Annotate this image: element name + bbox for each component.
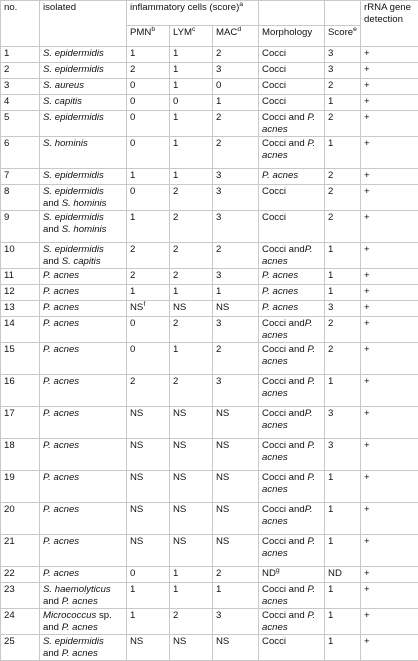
cell-rrna: + <box>361 169 418 185</box>
cell-pmn: 0 <box>127 95 170 111</box>
cell-no: 25 <box>1 635 40 661</box>
cell-morphology: $ND^g$ <box>259 567 325 583</box>
cell-lym: 0 <box>170 95 213 111</box>
cell-isolated: P. acnes <box>40 535 127 567</box>
cell-no: 1 <box>1 47 40 63</box>
cell-score: 1 <box>325 95 361 111</box>
cell-lym: 1 <box>170 583 213 609</box>
cell-score: 1 <box>325 471 361 503</box>
cell-no: 2 <box>1 63 40 79</box>
cell-isolated: S. epidermidis and S. hominis <box>40 185 127 211</box>
cell-lym: NS <box>170 439 213 471</box>
cell-lym: 1 <box>170 63 213 79</box>
cell-lym: 1 <box>170 111 213 137</box>
cell-isolated: S. hominis <box>40 137 127 169</box>
cell-rrna: + <box>361 243 418 269</box>
cell-morphology: P. acnes <box>259 269 325 285</box>
cell-mac: 3 <box>213 63 259 79</box>
cell-pmn: NS <box>127 471 170 503</box>
table-row <box>1 583 418 609</box>
cell-score: 2 <box>325 211 361 243</box>
cell-mac: NS <box>213 471 259 503</box>
cell-score: 2 <box>325 169 361 185</box>
cell-morphology: Cocci and P. acnes <box>259 535 325 567</box>
cell-pmn: 0 <box>127 185 170 211</box>
table-row <box>1 471 418 503</box>
cell-morphology: Cocci andP. acnes <box>259 317 325 343</box>
cell-no: 20 <box>1 503 40 535</box>
table-row <box>1 407 418 439</box>
cell-score: 1 <box>325 375 361 407</box>
cell-score: 1 <box>325 269 361 285</box>
col-header-inflammatory: inflammatory cells (score)$^a$ <box>127 1 259 26</box>
cell-rrna: + <box>361 269 418 285</box>
cell-isolated: P. acnes <box>40 407 127 439</box>
cell-mac: 2 <box>213 111 259 137</box>
cell-morphology: Cocci and P. acnes <box>259 439 325 471</box>
cell-rrna: + <box>361 95 418 111</box>
table-row <box>1 137 418 169</box>
cell-morphology: Cocci <box>259 95 325 111</box>
cell-rrna: + <box>361 185 418 211</box>
cell-isolated: P. acnes <box>40 301 127 317</box>
cell-isolated: S. epidermidis <box>40 111 127 137</box>
cell-rrna: + <box>361 503 418 535</box>
cell-score: ND <box>325 567 361 583</box>
cell-pmn: 1 <box>127 211 170 243</box>
cell-mac: NS <box>213 503 259 535</box>
table-row <box>1 317 418 343</box>
cell-rrna: + <box>361 211 418 243</box>
cell-pmn: $NS^f$ <box>127 301 170 317</box>
col-header-rrna: rRNA gene detection <box>361 1 418 47</box>
cell-pmn: NS <box>127 535 170 567</box>
cell-score: 1 <box>325 583 361 609</box>
cell-morphology: Cocci andP. acnes <box>259 407 325 439</box>
cell-score: 3 <box>325 47 361 63</box>
cell-isolated: P. acnes <box>40 269 127 285</box>
cell-rrna: + <box>361 635 418 661</box>
table-row <box>1 375 418 407</box>
cell-pmn: 2 <box>127 63 170 79</box>
cell-score: 3 <box>325 301 361 317</box>
cell-mac: 1 <box>213 583 259 609</box>
cell-rrna: + <box>361 583 418 609</box>
cell-isolated: P. acnes <box>40 567 127 583</box>
cell-mac: 2 <box>213 343 259 375</box>
table-row <box>1 79 418 95</box>
cell-score: 2 <box>325 111 361 137</box>
cell-isolated: S. haemolyticus and P. acnes <box>40 583 127 609</box>
cell-morphology: Cocci <box>259 47 325 63</box>
cell-isolated: P. acnes <box>40 375 127 407</box>
cell-isolated: P. acnes <box>40 471 127 503</box>
cell-pmn: 0 <box>127 317 170 343</box>
cell-rrna: + <box>361 609 418 635</box>
cell-rrna: + <box>361 63 418 79</box>
cell-morphology: Cocci and P. acnes <box>259 471 325 503</box>
cell-mac: NS <box>213 635 259 661</box>
col-header-pmn: PMN$^b$ <box>127 26 170 47</box>
cell-no: 13 <box>1 301 40 317</box>
cell-lym: 2 <box>170 243 213 269</box>
cell-lym: 2 <box>170 185 213 211</box>
cell-isolated: S. capitis <box>40 95 127 111</box>
cell-morphology: P. acnes <box>259 169 325 185</box>
cell-pmn: NS <box>127 439 170 471</box>
table-row <box>1 95 418 111</box>
cell-isolated: Micrococcus sp. and P. acnes <box>40 609 127 635</box>
cell-rrna: + <box>361 567 418 583</box>
cell-rrna: + <box>361 285 418 301</box>
cell-morphology: P. acnes <box>259 285 325 301</box>
cell-morphology: Cocci <box>259 211 325 243</box>
cell-lym: 2 <box>170 375 213 407</box>
cell-lym: 2 <box>170 609 213 635</box>
cell-rrna: + <box>361 79 418 95</box>
cell-no: 5 <box>1 111 40 137</box>
cell-score: 3 <box>325 407 361 439</box>
cell-morphology: Cocci and P. acnes <box>259 583 325 609</box>
cell-score: 1 <box>325 635 361 661</box>
cell-pmn: 0 <box>127 111 170 137</box>
cell-pmn: 1 <box>127 285 170 301</box>
cell-score: 2 <box>325 317 361 343</box>
cell-morphology: Cocci and P. acnes <box>259 343 325 375</box>
table-row <box>1 47 418 63</box>
cell-lym: NS <box>170 535 213 567</box>
cell-rrna: + <box>361 317 418 343</box>
cell-pmn: NS <box>127 407 170 439</box>
cell-isolated: P. acnes <box>40 317 127 343</box>
cell-no: 4 <box>1 95 40 111</box>
cell-pmn: 0 <box>127 79 170 95</box>
cell-mac: 0 <box>213 79 259 95</box>
cell-no: 12 <box>1 285 40 301</box>
cell-rrna: + <box>361 343 418 375</box>
cell-rrna: + <box>361 111 418 137</box>
cell-lym: 1 <box>170 343 213 375</box>
cell-lym: 1 <box>170 79 213 95</box>
cell-rrna: + <box>361 47 418 63</box>
cell-mac: 2 <box>213 47 259 63</box>
cell-isolated: P. acnes <box>40 343 127 375</box>
cell-isolated: S. epidermidis <box>40 63 127 79</box>
cell-pmn: 0 <box>127 137 170 169</box>
cell-mac: 1 <box>213 285 259 301</box>
table-row <box>1 243 418 269</box>
cell-no: 23 <box>1 583 40 609</box>
cell-mac: 3 <box>213 317 259 343</box>
cell-mac: NS <box>213 301 259 317</box>
cell-pmn: NS <box>127 635 170 661</box>
cell-no: 3 <box>1 79 40 95</box>
cell-no: 10 <box>1 243 40 269</box>
cell-pmn: 0 <box>127 343 170 375</box>
cell-lym: 1 <box>170 47 213 63</box>
col-header-morphology: Morphology <box>259 26 325 47</box>
cell-morphology: Cocci <box>259 63 325 79</box>
cell-no: 24 <box>1 609 40 635</box>
col-header-lym: LYM$^c$ <box>170 26 213 47</box>
cell-mac: 3 <box>213 375 259 407</box>
cell-isolated: S. epidermidis <box>40 169 127 185</box>
cell-pmn: 0 <box>127 567 170 583</box>
cell-lym: NS <box>170 301 213 317</box>
cell-no: 7 <box>1 169 40 185</box>
table-row <box>1 635 418 661</box>
cell-morphology: Cocci andP. acnes <box>259 243 325 269</box>
table-row <box>1 567 418 583</box>
table-row <box>1 169 418 185</box>
cell-pmn: 2 <box>127 243 170 269</box>
cell-rrna: + <box>361 137 418 169</box>
cell-morphology: Cocci and P. acnes <box>259 137 325 169</box>
table-row <box>1 503 418 535</box>
cell-lym: 1 <box>170 567 213 583</box>
table-row <box>1 439 418 471</box>
cell-isolated: S. epidermidis and S. hominis <box>40 211 127 243</box>
cell-no: 19 <box>1 471 40 503</box>
cell-mac: 3 <box>213 211 259 243</box>
cell-no: 17 <box>1 407 40 439</box>
cell-morphology: Cocci <box>259 185 325 211</box>
cell-score: 3 <box>325 439 361 471</box>
cell-mac: NS <box>213 407 259 439</box>
table-row <box>1 535 418 567</box>
cell-score: 1 <box>325 535 361 567</box>
cell-morphology: P. acnes <box>259 301 325 317</box>
table-body <box>1 47 418 661</box>
col-header-isolated: isolated <box>40 1 127 47</box>
cell-score: 1 <box>325 243 361 269</box>
cell-isolated: S. epidermidis <box>40 47 127 63</box>
cell-no: 21 <box>1 535 40 567</box>
cell-pmn: 1 <box>127 583 170 609</box>
cell-lym: 2 <box>170 269 213 285</box>
cell-morphology: Cocci and P. acnes <box>259 111 325 137</box>
table-row <box>1 269 418 285</box>
cell-pmn: 1 <box>127 47 170 63</box>
cell-mac: 3 <box>213 269 259 285</box>
cell-no: 22 <box>1 567 40 583</box>
cell-pmn: 1 <box>127 609 170 635</box>
cell-mac: 3 <box>213 185 259 211</box>
cell-morphology: Cocci andP. acnes <box>259 503 325 535</box>
cell-no: 15 <box>1 343 40 375</box>
table-row <box>1 185 418 211</box>
cell-rrna: + <box>361 375 418 407</box>
cell-score: 3 <box>325 63 361 79</box>
table-row <box>1 301 418 317</box>
cell-mac: 3 <box>213 609 259 635</box>
cell-mac: 1 <box>213 95 259 111</box>
cell-lym: NS <box>170 635 213 661</box>
col-header-morph-top <box>259 1 325 26</box>
cell-no: 14 <box>1 317 40 343</box>
cell-morphology: Cocci and P. acnes <box>259 609 325 635</box>
cell-rrna: + <box>361 407 418 439</box>
col-header-score: Score$^e$ <box>325 26 361 47</box>
cell-mac: NS <box>213 535 259 567</box>
cell-lym: 1 <box>170 137 213 169</box>
cell-isolated: P. acnes <box>40 439 127 471</box>
cell-score: 2 <box>325 343 361 375</box>
cell-no: 8 <box>1 185 40 211</box>
cell-mac: 3 <box>213 169 259 185</box>
cell-score: 1 <box>325 285 361 301</box>
table-row <box>1 609 418 635</box>
cell-no: 6 <box>1 137 40 169</box>
cell-rrna: + <box>361 535 418 567</box>
cell-score: 1 <box>325 137 361 169</box>
cell-lym: 1 <box>170 169 213 185</box>
cell-score: 2 <box>325 79 361 95</box>
cell-mac: NS <box>213 439 259 471</box>
header-row-1 <box>1 1 418 26</box>
cell-rrna: + <box>361 439 418 471</box>
cell-no: 16 <box>1 375 40 407</box>
cell-score: 1 <box>325 503 361 535</box>
table-row <box>1 211 418 243</box>
cell-score: 2 <box>325 185 361 211</box>
cell-lym: NS <box>170 407 213 439</box>
cell-score: 1 <box>325 609 361 635</box>
col-header-no: no. <box>1 1 40 47</box>
cell-isolated: S. epidermidis and S. capitis <box>40 243 127 269</box>
cell-isolated: P. acnes <box>40 503 127 535</box>
cell-no: 18 <box>1 439 40 471</box>
cell-lym: 2 <box>170 317 213 343</box>
cell-no: 11 <box>1 269 40 285</box>
cell-lym: NS <box>170 471 213 503</box>
cell-lym: NS <box>170 503 213 535</box>
col-header-score-top <box>325 1 361 26</box>
col-header-mac: MAC$^d$ <box>213 26 259 47</box>
cell-rrna: + <box>361 301 418 317</box>
cell-pmn: 2 <box>127 375 170 407</box>
cell-morphology: Cocci <box>259 79 325 95</box>
cell-no: 9 <box>1 211 40 243</box>
cell-pmn: NS <box>127 503 170 535</box>
cell-mac: 2 <box>213 243 259 269</box>
cell-pmn: 1 <box>127 169 170 185</box>
table-row <box>1 63 418 79</box>
cell-lym: 1 <box>170 285 213 301</box>
cell-pmn: 2 <box>127 269 170 285</box>
cell-mac: 2 <box>213 567 259 583</box>
cell-rrna: + <box>361 471 418 503</box>
cell-isolated: S. epidermidis and P. acnes <box>40 635 127 661</box>
cell-isolated: S. aureus <box>40 79 127 95</box>
cell-lym: 2 <box>170 211 213 243</box>
cell-morphology: Cocci <box>259 635 325 661</box>
cell-morphology: Cocci and P. acnes <box>259 375 325 407</box>
cell-isolated: P. acnes <box>40 285 127 301</box>
table-row <box>1 285 418 301</box>
table-row <box>1 111 418 137</box>
cell-mac: 2 <box>213 137 259 169</box>
table-row <box>1 343 418 375</box>
